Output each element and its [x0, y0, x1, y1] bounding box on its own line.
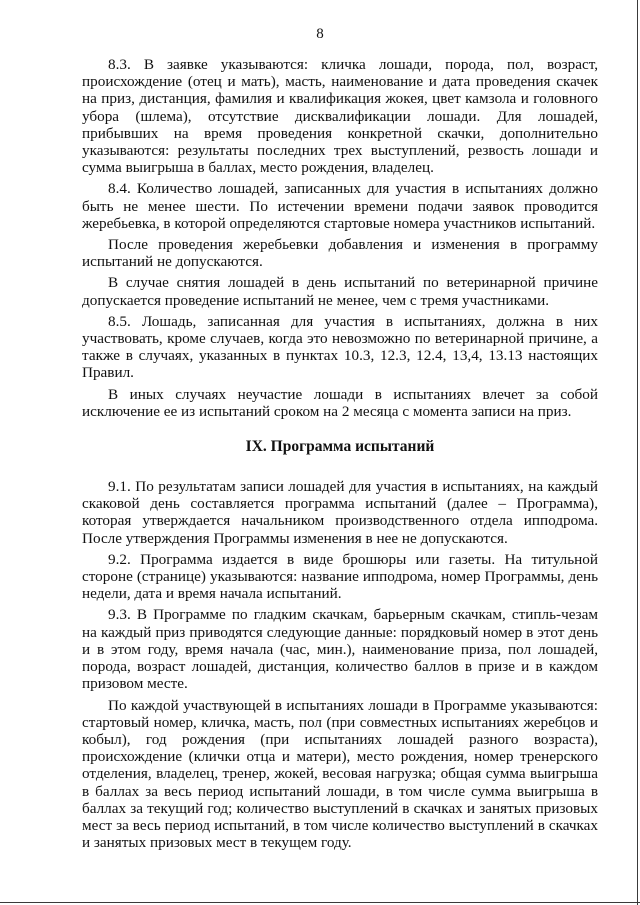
- paragraph-9-1: 9.1. По результатам записи лошадей для участия в испытаниях, на каждый скаковой день составляется программа испытаний (далее – Программа), которая утверждается начальником производственного отдела ипподрома. После утверждения Программы изменения в нее не допускаются.: [82, 478, 598, 547]
- paragraph-8-3: 8.3. В заявке указываются: кличка лошади, порода, пол, возраст, происхождение (отец и мать), масть, наименование и дата проведения скачек на приз, дистанция, фамилия и квалификация жокея, цвет камзола и головного убора (шлема), отсутствие дисквалификации лошади. Для лошадей, прибывших на время проведения конкретной скачки, дополнительно указываются: результаты последних трех выступлений, резвость лошади и сумма выигрыша в баллах, место рождения, владелец.: [82, 56, 598, 177]
- page-number: 8: [316, 26, 324, 42]
- paragraph-8-5: 8.5. Лошадь, записанная для участия в испытаниях, должна в них участвовать, кроме случаев, когда это невозможно по ветеринарной причине, а также в случаях, указанных в пунктах 10.3, 12.3, 12.4, 13,4, 13.13 настоящих Правил.: [82, 312, 598, 382]
- paragraph-9-3: 9.3. В Программе по гладким скачкам, барьерным скачкам, стипль-чезам на каждый приз приводятся следующие данные: порядковый номер в этот день и в этом году, время начала (час, мин.), наименование приза, пол лошадей, порода, возраст лошадей, дистанция, количество баллов в призе и в каждом призовом месте.: [82, 606, 598, 693]
- document-body: [82, 56, 598, 851]
- scan-border-right: [637, 0, 638, 905]
- paragraph-non-participation: В иных случаях неучастие лошади в испытаниях влечет за собой исключение ее из испытаний сроком на 2 месяца с момента записи на приз.: [82, 385, 598, 420]
- paragraph-draw-no-changes: После проведения жеребьевки добавления и изменения в программу испытаний не допускаются.: [82, 236, 598, 271]
- paragraph-8-4: 8.4. Количество лошадей, записанных для участия в испытаниях должно быть не менее шести. По истечении времени подачи заявок проводится жеребьевка, в которой определяются стартовые номера участников испытаний.: [82, 180, 598, 232]
- section-heading: IX. Программа испытаний: [245, 438, 435, 456]
- paragraph-vet-withdrawal: В случае снятия лошадей в день испытаний по ветеринарной причине допускается проведение испытаний не менее, чем с тремя участниками.: [82, 274, 598, 309]
- scan-border-bottom: [0, 902, 640, 903]
- paragraph-horse-details: По каждой участвующей в испытаниях лошади в Программе указываются: стартовый номер, кличка, масть, пол (при совместных испытаниях жеребцов и кобыл), год рождения (при испытаниях лошадей разного возраста), происхождение (клички отца и матери), место рождения, номер тренерского отделения, владелец, тренер, жокей, весовая нагрузка; общая сумма выигрыша в баллах за весь период испытаний лошади, в том числе сумма выигрыша в баллах за текущий год; количество выступлений в скачках и занятых призовых мест за весь период испытаний, в том числе количество выступлений в скачках и занятых призовых мест в текущем году.: [82, 696, 598, 852]
- paragraph-9-2: 9.2. Программа издается в виде брошюры или газеты. На титульной стороне (странице) указываются: название ипподрома, номер Программы, день недели, дата и время начала испытаний.: [82, 550, 598, 603]
